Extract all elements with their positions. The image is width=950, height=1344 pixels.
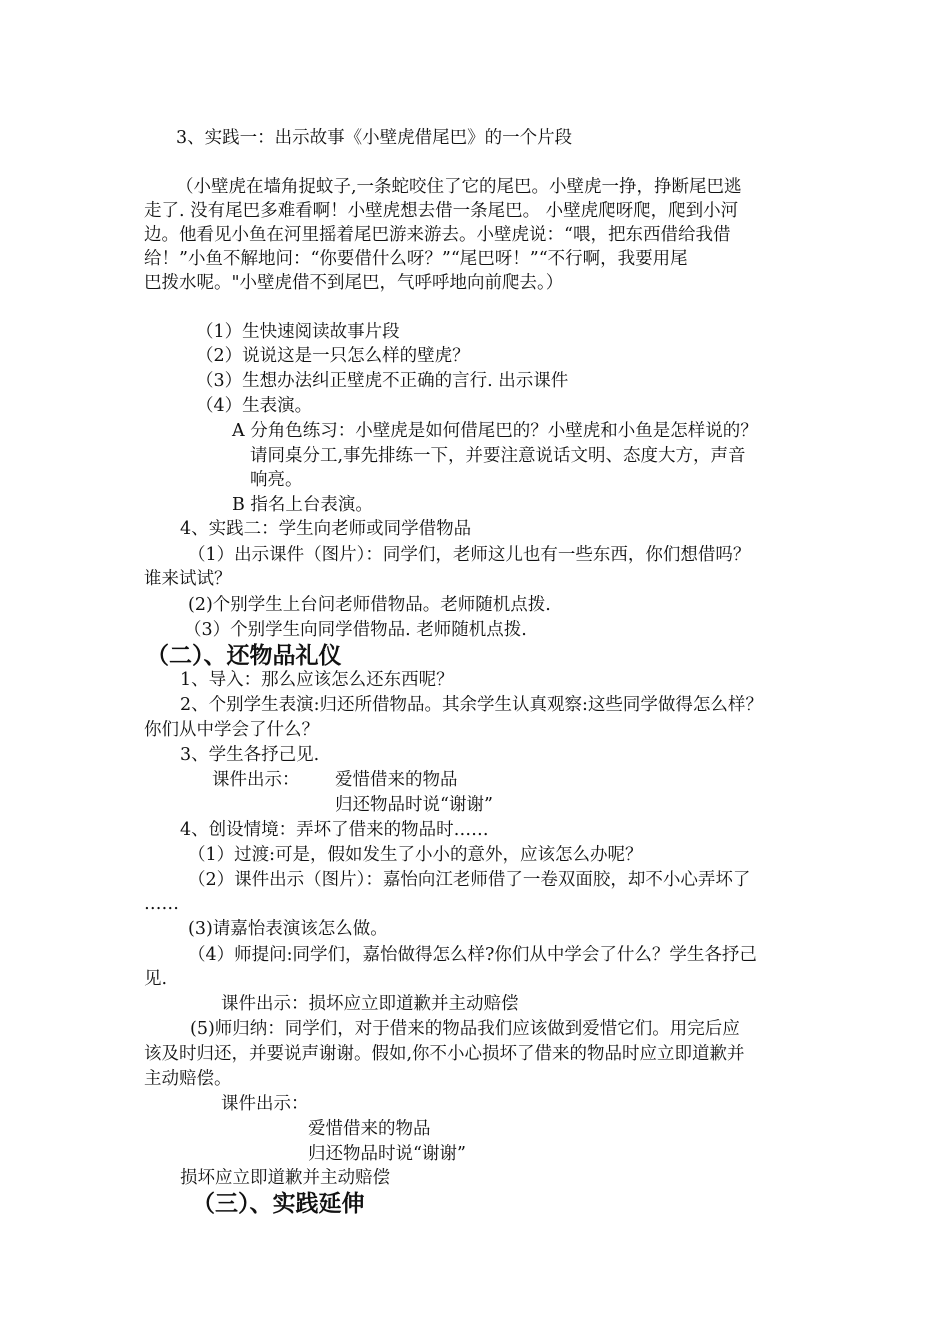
section-heading: （三）、实践延伸 (192, 1191, 365, 1217)
section-item: 4、实践二：学生向老师或同学借物品 (180, 519, 472, 539)
list-item: (3)请嘉怡表演该怎么做。 (188, 919, 388, 939)
paragraph-line: 该及时归还，并要说声谢谢。假如,你不小心损坏了借来的物品时应立即道歉并 (144, 1044, 745, 1064)
paragraph-line: 给！”小鱼不解地问：“你要借什么呀？”“尾巴呀！”“不行啊，我要用尾 (144, 249, 688, 269)
courseware-line: 课件出示：损坏应立即道歉并主动赔偿 (221, 994, 519, 1014)
paragraph-line: …… (144, 894, 179, 914)
courseware-item: 损坏应立即道歉并主动赔偿 (180, 1168, 390, 1188)
section-item: 1、导入：那么应该怎么还东西呢？ (180, 670, 454, 690)
paragraph-line: 巴拨水呢。"小壁虎借不到尾巴，气呼呼地向前爬去。） (144, 273, 564, 293)
list-item: （2）说说这是一只怎么样的壁虎？ (196, 346, 470, 366)
paragraph-line: 谁来试试？ (144, 569, 232, 589)
paragraph-line: 见. (144, 969, 168, 989)
section-heading: （二）、还物品礼仪 (146, 643, 342, 669)
list-item: （1）生快速阅读故事片段 (196, 322, 400, 342)
courseware-item: 归还物品时说“谢谢” (335, 795, 493, 815)
courseware-label: 课件出示： (212, 770, 300, 790)
list-item: （1）过渡:可是，假如发生了小小的意外，应该怎么办呢？ (188, 845, 643, 865)
section-item: 4、创设情境：弄坏了借来的物品时…… (180, 820, 489, 840)
list-item: （2）课件出示（图片）：嘉怡向江老师借了一卷双面胶，却不小心弄坏了 (188, 870, 751, 890)
list-item: （1）出示课件（图片）：同学们，老师这儿也有一些东西，你们想借吗？ (188, 545, 751, 565)
courseware-label: 课件出示： (221, 1094, 309, 1114)
paragraph-line: 主动赔偿。 (144, 1069, 232, 1089)
paragraph-line: 走了. 没有尾巴多难看啊！小壁虎想去借一条尾巴。 小壁虎爬呀爬，爬到小河 (144, 201, 739, 221)
courseware-item: 归还物品时说“谢谢” (308, 1144, 466, 1164)
courseware-item: 爱惜借来的物品 (308, 1119, 431, 1139)
list-item: B 指名上台表演。 (232, 495, 373, 515)
list-item: (2)个别学生上台问老师借物品。老师随机点拨. (188, 595, 551, 615)
paragraph-line: 请同桌分工,事先排练一下，并要注意说话文明、态度大方，声音 (250, 446, 746, 466)
courseware-item: 爱惜借来的物品 (335, 770, 458, 790)
paragraph-line: 响亮。 (250, 470, 303, 490)
list-item: （4）生表演。 (196, 396, 313, 416)
section-item: 3、学生各抒己见. (180, 745, 320, 765)
paragraph-line: 边。他看见小鱼在河里摇着尾巴游来游去。小壁虎说：“喂，把东西借给我借 (144, 225, 731, 245)
list-item: (5)师归纳：同学们，对于借来的物品我们应该做到爱惜它们。用完后应 (190, 1019, 740, 1039)
list-item: A 分角色练习：小壁虎是如何借尾巴的？小壁虎和小鱼是怎样说的？ (232, 421, 758, 441)
paragraph-line: （小壁虎在墙角捉蚊子,一条蛇咬住了它的尾巴。小壁虎一挣，挣断尾巴逃 (176, 177, 742, 197)
paragraph-line: 3、实践一：出示故事《小壁虎借尾巴》的一个片段 (176, 128, 573, 148)
section-item: 2、个别学生表演:归还所借物品。其余学生认真观察:这些同学做得怎么样？ (180, 695, 763, 715)
list-item: （3）生想办法纠正壁虎不正确的言行. 出示课件 (196, 371, 569, 391)
paragraph-line: 你们从中学会了什么？ (144, 720, 319, 740)
list-item: （3）个别学生向同学借物品. 老师随机点拨. (184, 620, 527, 640)
list-item: （4）师提问:同学们，嘉怡做得怎么样?你们从中学会了什么？学生各抒己 (188, 945, 757, 965)
